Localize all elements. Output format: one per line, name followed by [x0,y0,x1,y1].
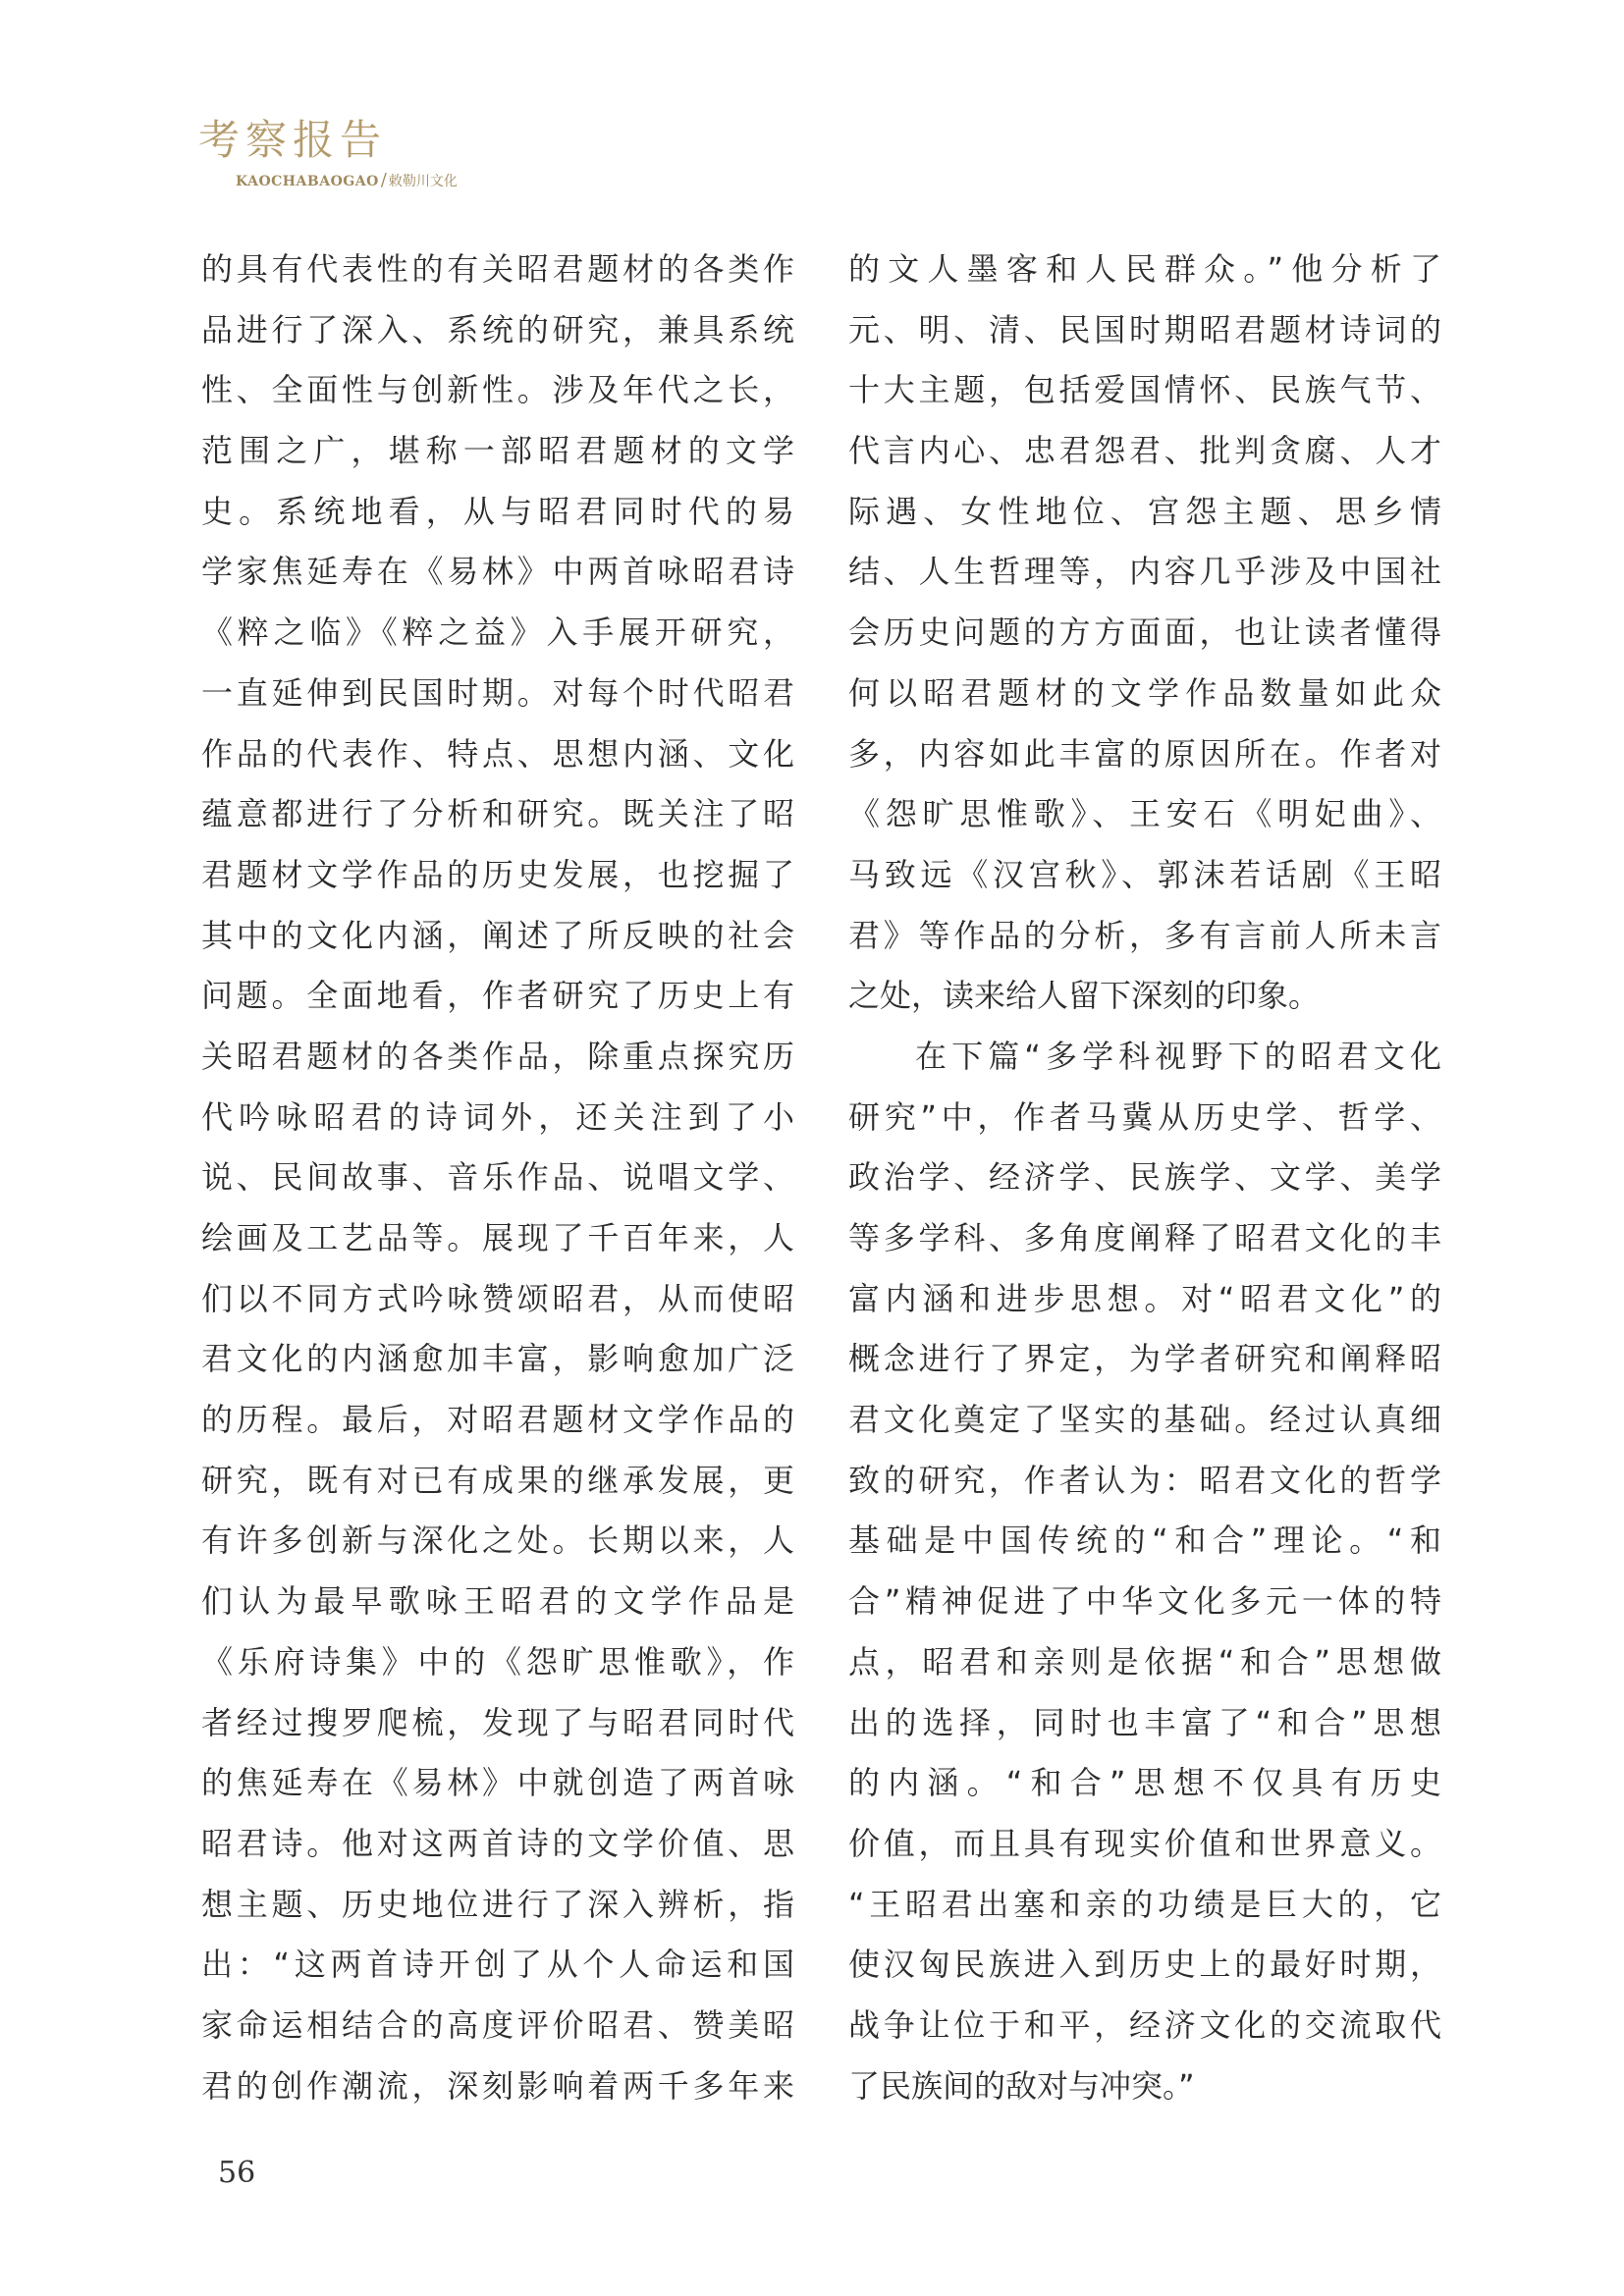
subtitle-separator: / [380,170,387,190]
text-line: 者经过搜罗爬梳，发现了与昭君同时代 [201,1703,794,1741]
text-line: 《粹之临》《粹之益》入手展开研究， [201,614,794,652]
text-line: 代吟咏昭君的诗词外，还关注到了小 [201,1097,794,1136]
right-text-column [848,240,1441,2154]
text-line: 际遇、女性地位、宫怨主题、思乡情 [848,492,1441,530]
text-line: 学家焦延寿在《易林》中两首咏昭君诗 [201,553,794,591]
text-line: 君文化奠定了坚实的基础。经过认真细 [848,1401,1441,1439]
subtitle-column-name: 敕勒川文化 [388,174,458,189]
text-line: 说、民间故事、音乐作品、说唱文学、 [201,1158,794,1197]
text-line: 绘画及工艺品等。展现了千百年来，人 [201,1219,794,1256]
text-line: 战争让位于和平，经济文化的交流取代 [848,2005,1441,2044]
text-line: 富内涵和进步思想。对“昭君文化”的 [848,1279,1441,1317]
text-line: 蕴意都进行了分析和研究。既关注了昭 [201,795,794,833]
running-header [198,116,787,204]
text-line: 等多学科、多角度阐释了昭君文化的丰 [848,1219,1441,1256]
text-line: 作品的代表作、特点、思想内涵、文化 [201,734,794,773]
text-line: 们以不同方式吟咏赞颂昭君，从而使昭 [201,1279,794,1317]
section-title: 考察报告 [198,116,388,164]
text-line: 代言内心、忠君怨君、批判贪腐、人才 [848,432,1441,470]
text-line: 《乐府诗集》中的《怨旷思惟歌》，作 [201,1642,794,1681]
text-line: 结、人生哲理等，内容几乎涉及中国社 [848,553,1441,591]
text-line: 昭君诗。他对这两首诗的文学价值、思 [201,1824,794,1862]
text-line: 的文人墨客和人民群众。”他分析了 [848,250,1441,288]
text-line: 范围之广，堪称一部昭君题材的文学 [201,432,794,470]
text-line: 一直延伸到民国时期。对每个时代昭君 [201,673,794,712]
text-line: 有许多创新与深化之处。长期以来，人 [201,1522,794,1560]
text-line: 性、全面性与创新性。涉及年代之长， [201,371,794,409]
text-line: 们认为最早歌咏王昭君的文学作品是 [201,1582,794,1621]
text-line: 概念进行了界定，为学者研究和阐释昭 [848,1340,1441,1378]
text-line: 的内涵。“和合”思想不仅具有历史 [848,1764,1441,1802]
text-line: 的焦延寿在《易林》中就创造了两首咏 [201,1764,794,1802]
text-line: 点，昭君和亲则是依据“和合”思想做 [848,1642,1441,1681]
text-line: 政治学、经济学、民族学、文学、美学 [848,1158,1441,1197]
paragraph-end-line: 之处，读来给人留下深刻的印象。 [848,977,1321,1015]
text-line: 问题。全面地看，作者研究了历史上有 [201,977,794,1015]
text-line: 出的选择，同时也丰富了“和合”思想 [848,1703,1441,1741]
text-line: 何以昭君题材的文学作品数量如此众 [848,673,1441,712]
text-line: 研究”中，作者马冀从历史学、哲学、 [848,1097,1441,1136]
text-line: 元、明、清、民国时期昭君题材诗词的 [848,310,1441,348]
text-line: 想主题、历史地位进行了深入辨析，指 [201,1885,794,1923]
subtitle-pinyin: KAOCHABAOGAO [236,174,379,189]
text-line: 价值，而且具有现实价值和世界意义。 [848,1824,1441,1862]
text-line: 致的研究，作者认为：昭君文化的哲学 [848,1461,1441,1499]
page-number: 56 [218,2156,256,2190]
text-line: 会历史问题的方方面面，也让读者懂得 [848,614,1441,652]
paragraph-start-line: 在下篇“多学科视野下的昭君文化 [915,1037,1441,1075]
text-line: “王昭君出塞和亲的功绩是巨大的，它 [848,1885,1441,1923]
text-line: 研究，既有对已有成果的继承发展，更 [201,1461,794,1499]
text-line: 品进行了深入、系统的研究，兼具系统 [201,310,794,348]
paragraph-end-line: 了民族间的敌对与冲突。” [848,2066,1195,2105]
text-line: 合”精神促进了中华文化多元一体的特 [848,1582,1441,1621]
text-line: 十大主题，包括爱国情怀、民族气节、 [848,371,1441,409]
text-line: 关昭君题材的各类作品，除重点探究历 [201,1037,794,1075]
text-line: 君》等作品的分析，多有言前人所未言 [848,916,1441,954]
text-line: 君文化的内涵愈加丰富，影响愈加广泛 [201,1340,794,1378]
text-line: 出：“这两首诗开创了从个人命运和国 [201,1946,794,1984]
text-line: 的历程。最后，对昭君题材文学作品的 [201,1401,794,1439]
text-line: 君题材文学作品的历史发展，也挖掘了 [201,855,794,893]
text-line: 其中的文化内涵，阐述了所反映的社会 [201,916,794,954]
left-text-column [201,240,794,2154]
text-line: 使汉匈民族进入到历史上的最好时期， [848,1946,1441,1984]
text-line: 君的创作潮流，深刻影响着两千多年来 [201,2066,794,2105]
text-line: 家命运相结合的高度评价昭君、赞美昭 [201,2005,794,2044]
text-line: 基础是中国传统的“和合”理论。“和 [848,1522,1441,1560]
text-line: 《怨旷思惟歌》、王安石《明妃曲》、 [848,795,1441,833]
text-line: 史。系统地看，从与昭君同时代的易 [201,492,794,530]
text-line: 的具有代表性的有关昭君题材的各类作 [201,250,794,288]
section-subtitle [236,172,458,190]
text-line: 多，内容如此丰富的原因所在。作者对 [848,734,1441,773]
text-line: 马致远《汉宫秋》、郭沫若话剧《王昭 [848,855,1441,893]
